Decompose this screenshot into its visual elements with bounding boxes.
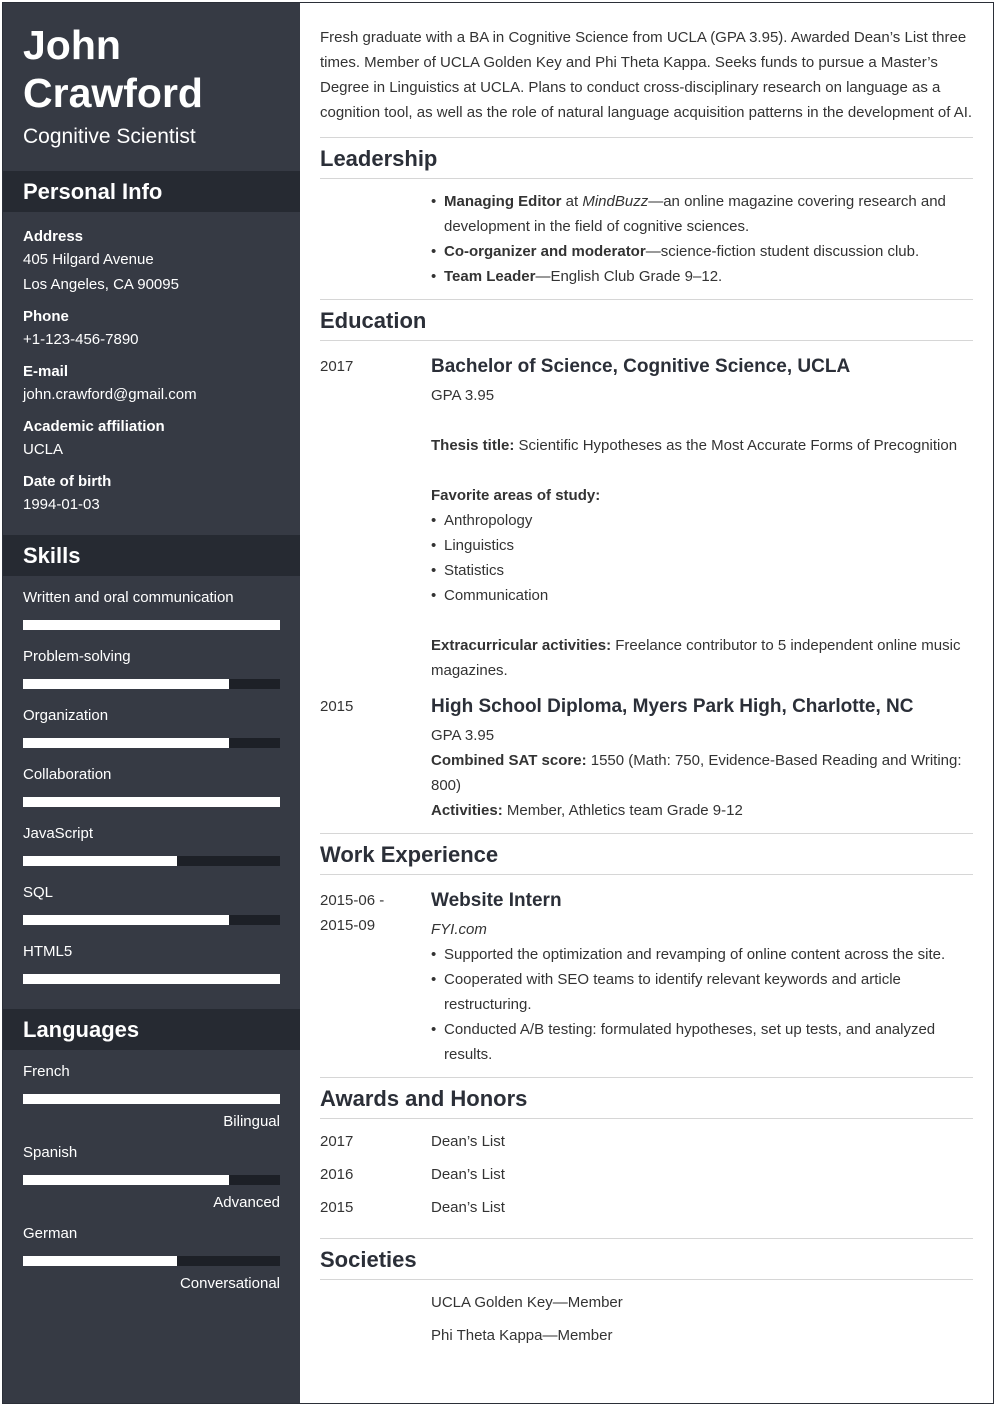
list-item: • Conducted A/B testing: formulated hypotheses, set up tests, and analyzed results. bbox=[431, 1017, 973, 1067]
address-line-2: Los Angeles, CA 90095 bbox=[23, 276, 179, 293]
list-item: • Anthropology bbox=[431, 508, 973, 533]
skill-item: JavaScript bbox=[23, 824, 280, 883]
extracurricular: Extracurricular activities: Freelance contributor to 5 independent online music magazines. bbox=[431, 637, 961, 679]
areas-list bbox=[431, 508, 973, 608]
skill-bar-fill bbox=[23, 856, 177, 866]
personal-info bbox=[3, 212, 300, 531]
skills-heading: Skills bbox=[3, 535, 300, 576]
leadership-heading: Leadership bbox=[320, 138, 973, 179]
skill-bar bbox=[23, 679, 280, 689]
list-item: • Cooperated with SEO teams to identify relevant keywords and article restructuring. bbox=[431, 967, 973, 1017]
company: FYI.com bbox=[431, 921, 487, 938]
skill-bar bbox=[23, 856, 280, 866]
skill-item: Organization bbox=[23, 706, 280, 765]
list-item: • Linguistics bbox=[431, 533, 973, 558]
affiliation-label: Academic affiliation bbox=[23, 418, 165, 435]
list-item: • Team Leader—English Club Grade 9–12. bbox=[431, 264, 973, 289]
candidate-name: John Crawford bbox=[23, 22, 203, 116]
list-item: • Supported the optimization and revamping of online content across the site. bbox=[431, 942, 973, 967]
work-role: Website Intern bbox=[431, 890, 562, 911]
skill-bar-fill bbox=[23, 620, 280, 630]
dob-label: Date of birth bbox=[23, 473, 112, 490]
gpa: GPA 3.95 bbox=[431, 727, 495, 744]
sidebar bbox=[3, 3, 300, 1403]
award-name: Dean’s List bbox=[431, 1133, 505, 1150]
societies-heading: Societies bbox=[320, 1239, 973, 1280]
language-bar-fill bbox=[23, 1256, 177, 1266]
degree-title: High School Diploma, Myers Park High, Charlotte, NC bbox=[431, 696, 914, 717]
email-value: john.crawford@gmail.com bbox=[23, 386, 197, 403]
society-item: Phi Theta Kappa—Member bbox=[431, 1327, 613, 1344]
language-item: Spanish Advanced bbox=[23, 1144, 280, 1211]
main-content bbox=[300, 3, 993, 1403]
society-item: UCLA Golden Key—Member bbox=[431, 1294, 623, 1311]
skill-bar bbox=[23, 915, 280, 925]
skill-item: HTML5 bbox=[23, 942, 280, 1001]
gpa: GPA 3.95 bbox=[431, 387, 495, 404]
skill-item: SQL bbox=[23, 883, 280, 942]
skill-bar-fill bbox=[23, 915, 229, 925]
language-bar bbox=[23, 1175, 280, 1185]
activities: Activities: Member, Athletics team Grade 9-12 bbox=[431, 802, 743, 819]
language-item: German Conversational bbox=[23, 1225, 280, 1292]
skill-bar bbox=[23, 797, 280, 807]
awards-heading: Awards and Honors bbox=[320, 1078, 973, 1119]
skill-item: Written and oral communication bbox=[23, 588, 280, 647]
language-bar bbox=[23, 1256, 280, 1266]
address-line-1: 405 Hilgard Avenue bbox=[23, 251, 154, 268]
skill-bar-fill bbox=[23, 738, 229, 748]
skill-bar-fill bbox=[23, 797, 280, 807]
list-item: • Managing Editor at MindBuzz—an online magazine covering research and development in the field of cognitive sciences. bbox=[431, 189, 973, 239]
address-label: Address bbox=[23, 228, 84, 245]
areas-label: Favorite areas of study: bbox=[431, 487, 601, 504]
thesis: Thesis title: Scientific Hypotheses as the Most Accurate Forms of Precognition bbox=[431, 437, 958, 454]
sat-score: Combined SAT score: 1550 (Math: 750, Evidence-Based Reading and Writing: 800) bbox=[431, 752, 962, 794]
skill-bar bbox=[23, 738, 280, 748]
work-section bbox=[320, 834, 973, 1078]
award-name: Dean’s List bbox=[431, 1199, 505, 1216]
award-name: Dean’s List bbox=[431, 1166, 505, 1183]
skill-item: Problem-solving bbox=[23, 647, 280, 706]
skill-bar bbox=[23, 620, 280, 630]
job-title: Cognitive Scientist bbox=[23, 125, 196, 148]
language-level: Bilingual bbox=[223, 1113, 280, 1130]
languages-heading: Languages bbox=[3, 1009, 300, 1050]
education-heading: Education bbox=[320, 300, 973, 341]
language-level: Conversational bbox=[179, 1275, 280, 1292]
list-item: • Communication bbox=[431, 583, 973, 608]
skills-list bbox=[3, 576, 300, 1001]
work-heading: Work Experience bbox=[320, 834, 973, 875]
leadership-section bbox=[320, 138, 973, 300]
skill-bar-fill bbox=[23, 974, 280, 984]
language-bar-fill bbox=[23, 1094, 280, 1104]
work-dates: 2015-06 - 2015-09 bbox=[320, 892, 385, 934]
skill-bar bbox=[23, 974, 280, 984]
education-section bbox=[320, 300, 973, 834]
education-year: 2017 bbox=[320, 358, 354, 375]
affiliation-value: UCLA bbox=[23, 441, 64, 458]
language-level: Advanced bbox=[213, 1194, 280, 1211]
education-year: 2015 bbox=[320, 698, 354, 715]
list-item: • Co-organizer and moderator—science-fiction student discussion club. bbox=[431, 239, 973, 264]
degree-title: Bachelor of Science, Cognitive Science, UCLA bbox=[431, 356, 851, 377]
language-bar bbox=[23, 1094, 280, 1104]
language-bar-fill bbox=[23, 1175, 229, 1185]
awards-section: Awards and Honors 2017 Dean’s List 2016 Dean’s List 2015 Dean’s List bbox=[320, 1078, 973, 1239]
societies-section bbox=[320, 1239, 973, 1356]
dob-value: 1994-01-03 bbox=[23, 496, 100, 513]
skill-bar-fill bbox=[23, 679, 229, 689]
language-item: French Bilingual bbox=[23, 1063, 280, 1130]
phone-label: Phone bbox=[23, 308, 69, 325]
summary: Fresh graduate with a BA in Cognitive Science from UCLA (GPA 3.95). Awarded Dean’s List three times. Member of UCLA Golden Key and Phi Theta Kappa. Seeks funds to pursue a Master’s Degree in Linguistics at UCLA. Plans to conduct cross-disciplinary research on language as a cognition tool, as well as the role of natural language acquisition patterns in the development of AI. bbox=[320, 3, 973, 138]
phone-value: +1-123-456-7890 bbox=[23, 331, 139, 348]
languages-list bbox=[3, 1050, 300, 1305]
list-item: • Statistics bbox=[431, 558, 973, 583]
email-label: E-mail bbox=[23, 363, 69, 380]
resume-page bbox=[2, 2, 994, 1404]
personal-info-heading: Personal Info bbox=[3, 171, 300, 212]
skill-item: Collaboration bbox=[23, 765, 280, 824]
